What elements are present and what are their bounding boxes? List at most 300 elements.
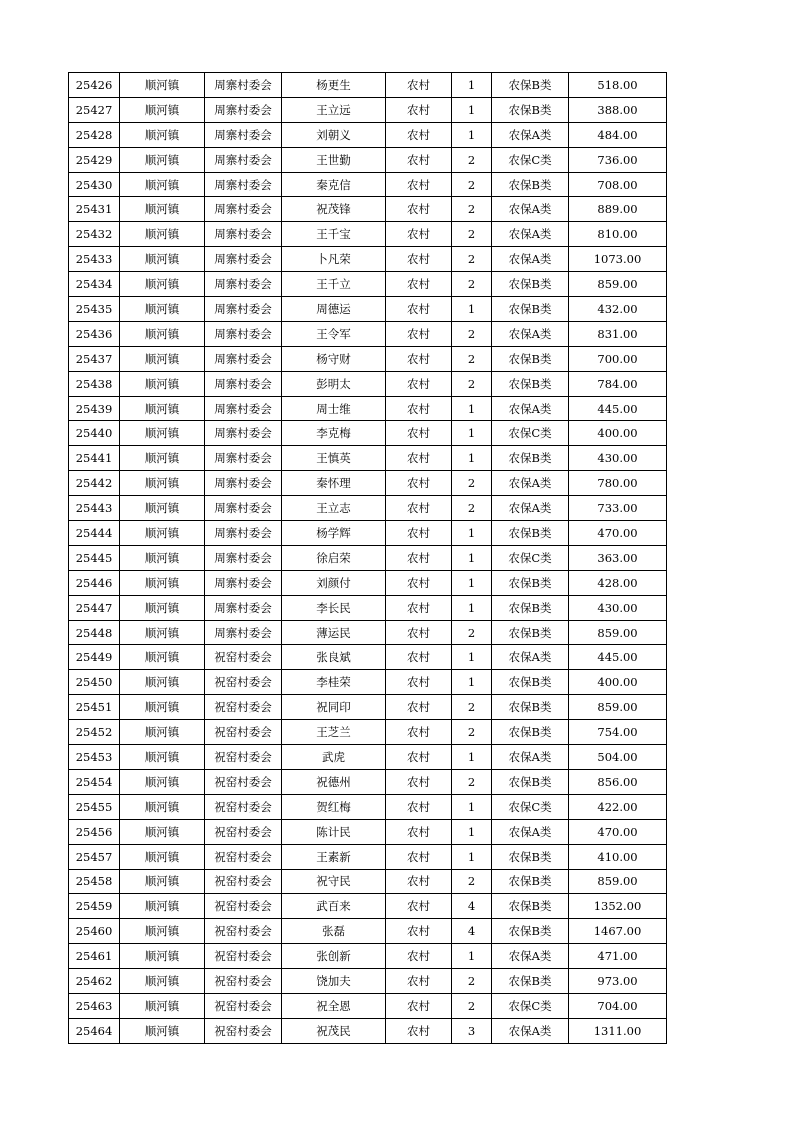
household-size-cell: 1	[452, 97, 492, 122]
record-number-cell: 25458	[69, 869, 120, 894]
record-number-cell: 25439	[69, 396, 120, 421]
village-committee-cell: 周寨村委会	[205, 396, 282, 421]
village-committee-cell: 周寨村委会	[205, 496, 282, 521]
amount-cell: 859.00	[569, 272, 667, 297]
insurance-category-cell: 农保A类	[492, 944, 569, 969]
town-cell: 顺河镇	[120, 421, 205, 446]
household-type-cell: 农村	[386, 620, 452, 645]
village-committee-cell: 祝窑村委会	[205, 695, 282, 720]
table-row	[69, 695, 667, 720]
village-committee-cell: 周寨村委会	[205, 197, 282, 222]
household-size-cell: 1	[452, 595, 492, 620]
household-size-cell: 1	[452, 944, 492, 969]
town-cell: 顺河镇	[120, 446, 205, 471]
household-size-cell: 2	[452, 197, 492, 222]
village-committee-cell: 周寨村委会	[205, 172, 282, 197]
insurance-category-cell: 农保C类	[492, 421, 569, 446]
person-name-cell: 刘朝义	[282, 122, 386, 147]
person-name-cell: 王千立	[282, 272, 386, 297]
person-name-cell: 杨更生	[282, 73, 386, 98]
insurance-category-cell: 农保A类	[492, 1018, 569, 1043]
record-number-cell: 25449	[69, 645, 120, 670]
household-type-cell: 农村	[386, 645, 452, 670]
village-committee-cell: 周寨村委会	[205, 471, 282, 496]
town-cell: 顺河镇	[120, 545, 205, 570]
table-row	[69, 993, 667, 1018]
amount-cell: 784.00	[569, 371, 667, 396]
amount-cell: 704.00	[569, 993, 667, 1018]
record-number-cell: 25456	[69, 819, 120, 844]
table-row	[69, 471, 667, 496]
household-type-cell: 农村	[386, 346, 452, 371]
village-committee-cell: 祝窑村委会	[205, 844, 282, 869]
household-type-cell: 农村	[386, 720, 452, 745]
insurance-category-cell: 农保B类	[492, 272, 569, 297]
person-name-cell: 杨学辉	[282, 521, 386, 546]
amount-cell: 859.00	[569, 695, 667, 720]
town-cell: 顺河镇	[120, 521, 205, 546]
household-size-cell: 2	[452, 720, 492, 745]
record-number-cell: 25459	[69, 894, 120, 919]
insurance-category-cell: 农保B类	[492, 172, 569, 197]
household-size-cell: 2	[452, 321, 492, 346]
town-cell: 顺河镇	[120, 969, 205, 994]
table-row	[69, 720, 667, 745]
record-number-cell: 25443	[69, 496, 120, 521]
village-committee-cell: 祝窑村委会	[205, 969, 282, 994]
record-number-cell: 25432	[69, 222, 120, 247]
town-cell: 顺河镇	[120, 297, 205, 322]
amount-cell: 445.00	[569, 396, 667, 421]
person-name-cell: 祝同印	[282, 695, 386, 720]
amount-cell: 484.00	[569, 122, 667, 147]
household-type-cell: 农村	[386, 122, 452, 147]
household-type-cell: 农村	[386, 496, 452, 521]
record-number-cell: 25462	[69, 969, 120, 994]
household-size-cell: 1	[452, 545, 492, 570]
household-type-cell: 农村	[386, 595, 452, 620]
insurance-category-cell: 农保B类	[492, 570, 569, 595]
insurance-category-cell: 农保B类	[492, 595, 569, 620]
record-number-cell: 25453	[69, 745, 120, 770]
record-number-cell: 25430	[69, 172, 120, 197]
household-type-cell: 农村	[386, 695, 452, 720]
town-cell: 顺河镇	[120, 346, 205, 371]
record-number-cell: 25447	[69, 595, 120, 620]
household-type-cell: 农村	[386, 521, 452, 546]
amount-cell: 518.00	[569, 73, 667, 98]
table-row	[69, 446, 667, 471]
table-row	[69, 570, 667, 595]
insurance-category-cell: 农保B类	[492, 371, 569, 396]
village-committee-cell: 周寨村委会	[205, 73, 282, 98]
table-row	[69, 969, 667, 994]
household-size-cell: 1	[452, 421, 492, 446]
table-row	[69, 197, 667, 222]
table-row	[69, 396, 667, 421]
person-name-cell: 张磊	[282, 919, 386, 944]
table-row	[69, 147, 667, 172]
town-cell: 顺河镇	[120, 819, 205, 844]
record-number-cell: 25434	[69, 272, 120, 297]
household-size-cell: 2	[452, 620, 492, 645]
insurance-category-cell: 农保B类	[492, 894, 569, 919]
household-size-cell: 1	[452, 396, 492, 421]
insurance-category-cell: 农保A类	[492, 321, 569, 346]
table-row	[69, 794, 667, 819]
person-name-cell: 饶加夫	[282, 969, 386, 994]
amount-cell: 422.00	[569, 794, 667, 819]
village-committee-cell: 祝窑村委会	[205, 745, 282, 770]
amount-cell: 973.00	[569, 969, 667, 994]
household-type-cell: 农村	[386, 396, 452, 421]
record-number-cell: 25464	[69, 1018, 120, 1043]
record-number-cell: 25437	[69, 346, 120, 371]
record-number-cell: 25428	[69, 122, 120, 147]
insurance-category-cell: 农保B类	[492, 521, 569, 546]
town-cell: 顺河镇	[120, 695, 205, 720]
person-name-cell: 徐启荣	[282, 545, 386, 570]
village-committee-cell: 周寨村委会	[205, 297, 282, 322]
person-name-cell: 王立志	[282, 496, 386, 521]
household-type-cell: 农村	[386, 222, 452, 247]
household-type-cell: 农村	[386, 172, 452, 197]
household-type-cell: 农村	[386, 894, 452, 919]
record-number-cell: 25446	[69, 570, 120, 595]
amount-cell: 363.00	[569, 545, 667, 570]
insurance-category-cell: 农保B类	[492, 769, 569, 794]
table-row	[69, 97, 667, 122]
household-type-cell: 农村	[386, 769, 452, 794]
insurance-category-cell: 农保B类	[492, 869, 569, 894]
household-type-cell: 农村	[386, 993, 452, 1018]
person-name-cell: 卜凡荣	[282, 247, 386, 272]
ledger-body	[69, 73, 667, 1044]
record-number-cell: 25455	[69, 794, 120, 819]
amount-cell: 1352.00	[569, 894, 667, 919]
village-committee-cell: 周寨村委会	[205, 421, 282, 446]
household-size-cell: 2	[452, 769, 492, 794]
record-number-cell: 25445	[69, 545, 120, 570]
household-type-cell: 农村	[386, 570, 452, 595]
record-number-cell: 25426	[69, 73, 120, 98]
household-type-cell: 农村	[386, 247, 452, 272]
person-name-cell: 李桂荣	[282, 670, 386, 695]
amount-cell: 1311.00	[569, 1018, 667, 1043]
amount-cell: 1467.00	[569, 919, 667, 944]
insurance-category-cell: 农保A类	[492, 122, 569, 147]
household-size-cell: 2	[452, 471, 492, 496]
town-cell: 顺河镇	[120, 769, 205, 794]
village-committee-cell: 周寨村委会	[205, 371, 282, 396]
amount-cell: 700.00	[569, 346, 667, 371]
household-type-cell: 农村	[386, 819, 452, 844]
amount-cell: 736.00	[569, 147, 667, 172]
household-type-cell: 农村	[386, 545, 452, 570]
household-type-cell: 农村	[386, 944, 452, 969]
town-cell: 顺河镇	[120, 745, 205, 770]
record-number-cell: 25444	[69, 521, 120, 546]
amount-cell: 856.00	[569, 769, 667, 794]
town-cell: 顺河镇	[120, 471, 205, 496]
household-type-cell: 农村	[386, 73, 452, 98]
table-row	[69, 894, 667, 919]
table-row	[69, 371, 667, 396]
town-cell: 顺河镇	[120, 371, 205, 396]
person-name-cell: 薄运民	[282, 620, 386, 645]
village-committee-cell: 周寨村委会	[205, 620, 282, 645]
town-cell: 顺河镇	[120, 247, 205, 272]
household-size-cell: 2	[452, 346, 492, 371]
household-size-cell: 1	[452, 122, 492, 147]
village-committee-cell: 祝窑村委会	[205, 670, 282, 695]
household-type-cell: 农村	[386, 745, 452, 770]
household-type-cell: 农村	[386, 421, 452, 446]
household-size-cell: 1	[452, 446, 492, 471]
household-size-cell: 2	[452, 172, 492, 197]
insurance-category-cell: 农保B类	[492, 919, 569, 944]
town-cell: 顺河镇	[120, 670, 205, 695]
town-cell: 顺河镇	[120, 844, 205, 869]
amount-cell: 432.00	[569, 297, 667, 322]
household-size-cell: 2	[452, 222, 492, 247]
town-cell: 顺河镇	[120, 172, 205, 197]
record-number-cell: 25448	[69, 620, 120, 645]
amount-cell: 733.00	[569, 496, 667, 521]
household-size-cell: 2	[452, 496, 492, 521]
household-size-cell: 1	[452, 297, 492, 322]
amount-cell: 504.00	[569, 745, 667, 770]
household-type-cell: 农村	[386, 297, 452, 322]
table-row	[69, 595, 667, 620]
household-type-cell: 农村	[386, 844, 452, 869]
town-cell: 顺河镇	[120, 944, 205, 969]
village-committee-cell: 周寨村委会	[205, 222, 282, 247]
amount-cell: 388.00	[569, 97, 667, 122]
table-row	[69, 670, 667, 695]
amount-cell: 754.00	[569, 720, 667, 745]
household-size-cell: 4	[452, 919, 492, 944]
record-number-cell: 25457	[69, 844, 120, 869]
village-committee-cell: 祝窑村委会	[205, 919, 282, 944]
insurance-category-cell: 农保A类	[492, 819, 569, 844]
insurance-category-cell: 农保B类	[492, 446, 569, 471]
ledger-table	[68, 72, 667, 1044]
insurance-category-cell: 农保C类	[492, 545, 569, 570]
town-cell: 顺河镇	[120, 720, 205, 745]
insurance-category-cell: 农保A类	[492, 745, 569, 770]
household-type-cell: 农村	[386, 919, 452, 944]
record-number-cell: 25441	[69, 446, 120, 471]
village-committee-cell: 祝窑村委会	[205, 1018, 282, 1043]
household-type-cell: 农村	[386, 446, 452, 471]
insurance-category-cell: 农保B类	[492, 620, 569, 645]
amount-cell: 470.00	[569, 819, 667, 844]
town-cell: 顺河镇	[120, 620, 205, 645]
table-row	[69, 321, 667, 346]
record-number-cell: 25427	[69, 97, 120, 122]
household-type-cell: 农村	[386, 147, 452, 172]
table-row	[69, 496, 667, 521]
town-cell: 顺河镇	[120, 122, 205, 147]
table-row	[69, 297, 667, 322]
household-size-cell: 2	[452, 147, 492, 172]
amount-cell: 889.00	[569, 197, 667, 222]
person-name-cell: 陈计民	[282, 819, 386, 844]
person-name-cell: 彭明太	[282, 371, 386, 396]
insurance-category-cell: 农保B类	[492, 720, 569, 745]
person-name-cell: 秦克信	[282, 172, 386, 197]
town-cell: 顺河镇	[120, 993, 205, 1018]
record-number-cell: 25436	[69, 321, 120, 346]
household-size-cell: 1	[452, 745, 492, 770]
town-cell: 顺河镇	[120, 97, 205, 122]
person-name-cell: 祝德州	[282, 769, 386, 794]
record-number-cell: 25454	[69, 769, 120, 794]
person-name-cell: 王立远	[282, 97, 386, 122]
household-type-cell: 农村	[386, 321, 452, 346]
table-row	[69, 172, 667, 197]
town-cell: 顺河镇	[120, 645, 205, 670]
household-size-cell: 4	[452, 894, 492, 919]
amount-cell: 400.00	[569, 421, 667, 446]
insurance-category-cell: 农保B类	[492, 346, 569, 371]
household-size-cell: 2	[452, 272, 492, 297]
record-number-cell: 25429	[69, 147, 120, 172]
amount-cell: 1073.00	[569, 247, 667, 272]
household-type-cell: 农村	[386, 471, 452, 496]
record-number-cell: 25442	[69, 471, 120, 496]
household-type-cell: 农村	[386, 794, 452, 819]
table-row	[69, 645, 667, 670]
insurance-category-cell: 农保B类	[492, 969, 569, 994]
household-type-cell: 农村	[386, 670, 452, 695]
person-name-cell: 刘颜付	[282, 570, 386, 595]
amount-cell: 859.00	[569, 620, 667, 645]
village-committee-cell: 周寨村委会	[205, 545, 282, 570]
amount-cell: 430.00	[569, 446, 667, 471]
table-row	[69, 247, 667, 272]
town-cell: 顺河镇	[120, 894, 205, 919]
household-size-cell: 1	[452, 521, 492, 546]
person-name-cell: 祝守民	[282, 869, 386, 894]
person-name-cell: 王慎英	[282, 446, 386, 471]
village-committee-cell: 周寨村委会	[205, 521, 282, 546]
household-type-cell: 农村	[386, 869, 452, 894]
record-number-cell: 25461	[69, 944, 120, 969]
table-row	[69, 272, 667, 297]
village-committee-cell: 周寨村委会	[205, 570, 282, 595]
amount-cell: 708.00	[569, 172, 667, 197]
table-row	[69, 620, 667, 645]
town-cell: 顺河镇	[120, 396, 205, 421]
amount-cell: 470.00	[569, 521, 667, 546]
household-size-cell: 1	[452, 670, 492, 695]
person-name-cell: 王千宝	[282, 222, 386, 247]
person-name-cell: 张创新	[282, 944, 386, 969]
person-name-cell: 王世勤	[282, 147, 386, 172]
town-cell: 顺河镇	[120, 1018, 205, 1043]
town-cell: 顺河镇	[120, 570, 205, 595]
town-cell: 顺河镇	[120, 197, 205, 222]
village-committee-cell: 周寨村委会	[205, 346, 282, 371]
insurance-category-cell: 农保A类	[492, 396, 569, 421]
table-row	[69, 521, 667, 546]
amount-cell: 445.00	[569, 645, 667, 670]
amount-cell: 831.00	[569, 321, 667, 346]
household-type-cell: 农村	[386, 197, 452, 222]
village-committee-cell: 祝窑村委会	[205, 993, 282, 1018]
table-row	[69, 346, 667, 371]
insurance-category-cell: 农保B类	[492, 695, 569, 720]
person-name-cell: 秦怀理	[282, 471, 386, 496]
household-size-cell: 1	[452, 570, 492, 595]
table-row	[69, 745, 667, 770]
person-name-cell: 武虎	[282, 745, 386, 770]
household-size-cell: 1	[452, 73, 492, 98]
insurance-category-cell: 农保A类	[492, 645, 569, 670]
village-committee-cell: 祝窑村委会	[205, 645, 282, 670]
table-row	[69, 73, 667, 98]
person-name-cell: 周德运	[282, 297, 386, 322]
town-cell: 顺河镇	[120, 794, 205, 819]
insurance-category-cell: 农保A类	[492, 471, 569, 496]
table-row	[69, 869, 667, 894]
amount-cell: 471.00	[569, 944, 667, 969]
village-committee-cell: 祝窑村委会	[205, 769, 282, 794]
household-size-cell: 3	[452, 1018, 492, 1043]
household-type-cell: 农村	[386, 97, 452, 122]
insurance-category-cell: 农保A类	[492, 247, 569, 272]
insurance-category-cell: 农保C类	[492, 147, 569, 172]
table-row	[69, 421, 667, 446]
village-committee-cell: 周寨村委会	[205, 247, 282, 272]
person-name-cell: 李长民	[282, 595, 386, 620]
village-committee-cell: 祝窑村委会	[205, 819, 282, 844]
town-cell: 顺河镇	[120, 919, 205, 944]
person-name-cell: 张良斌	[282, 645, 386, 670]
household-size-cell: 1	[452, 794, 492, 819]
insurance-category-cell: 农保A类	[492, 222, 569, 247]
record-number-cell: 25452	[69, 720, 120, 745]
household-size-cell: 1	[452, 645, 492, 670]
amount-cell: 780.00	[569, 471, 667, 496]
person-name-cell: 李克梅	[282, 421, 386, 446]
person-name-cell: 周士维	[282, 396, 386, 421]
town-cell: 顺河镇	[120, 147, 205, 172]
town-cell: 顺河镇	[120, 869, 205, 894]
amount-cell: 810.00	[569, 222, 667, 247]
insurance-category-cell: 农保B类	[492, 297, 569, 322]
town-cell: 顺河镇	[120, 321, 205, 346]
household-type-cell: 农村	[386, 371, 452, 396]
table-row	[69, 944, 667, 969]
insurance-category-cell: 农保C类	[492, 993, 569, 1018]
village-committee-cell: 祝窑村委会	[205, 794, 282, 819]
table-row	[69, 1018, 667, 1043]
record-number-cell: 25435	[69, 297, 120, 322]
household-size-cell: 2	[452, 695, 492, 720]
insurance-category-cell: 农保C类	[492, 794, 569, 819]
record-number-cell: 25440	[69, 421, 120, 446]
village-committee-cell: 祝窑村委会	[205, 894, 282, 919]
insurance-category-cell: 农保A类	[492, 496, 569, 521]
person-name-cell: 王素新	[282, 844, 386, 869]
record-number-cell: 25433	[69, 247, 120, 272]
village-committee-cell: 周寨村委会	[205, 446, 282, 471]
household-type-cell: 农村	[386, 1018, 452, 1043]
person-name-cell: 祝茂锋	[282, 197, 386, 222]
